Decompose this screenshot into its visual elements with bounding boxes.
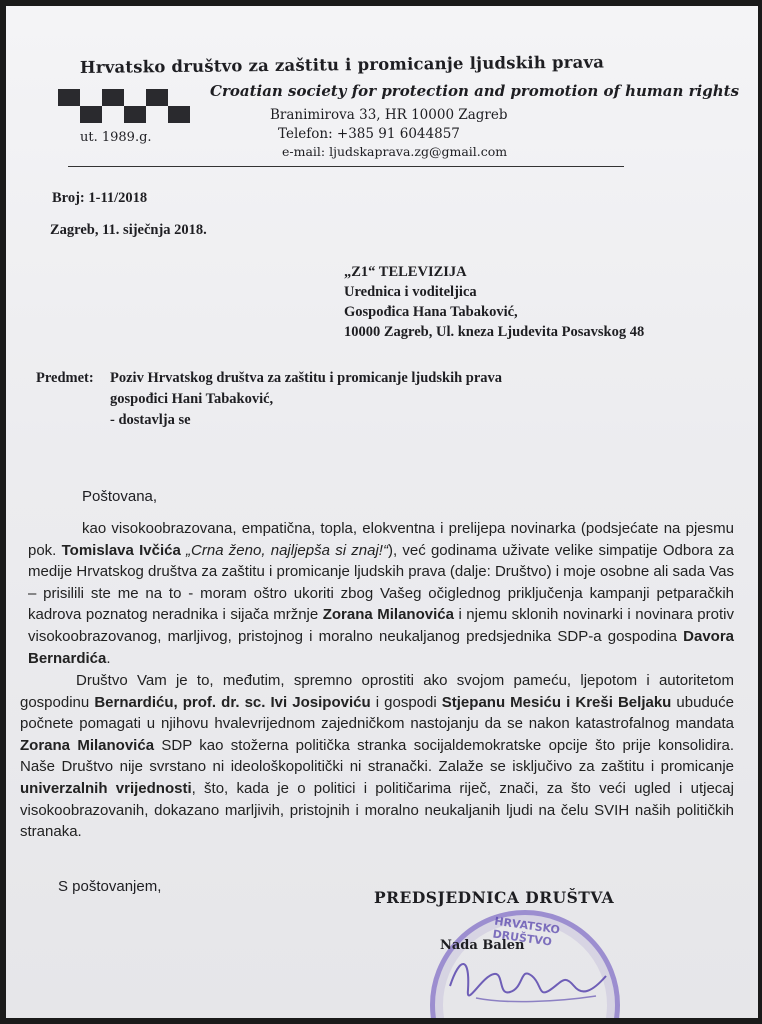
p1-song-title: „Crna ženo, najljepša si znaj!“ xyxy=(180,541,388,559)
header-divider xyxy=(68,166,624,167)
p2-text-i: , što, kada je o politici i političarima riječ, znači, za što veći ugled i utjecaj visokoobrazovanih, dokazano marljivih, pristojnih i moralno neukaljanih ljudi na čelu SVIH naših političkih stranaka. xyxy=(20,779,734,841)
signatory-name: Nada Balen xyxy=(440,938,525,953)
p1-text-a: kao visokoobrazovana, empatična, topla, elokventna i prelijepa novinarka (podsjećate na pjesmu pok. xyxy=(28,520,734,559)
subject-label: Predmet: xyxy=(36,370,94,386)
greeting: Poštovana, xyxy=(82,488,158,505)
p1-name-bernardic: Davora Bernardića xyxy=(28,627,734,667)
p2-universal-values: univerzalnih vrijednosti xyxy=(20,779,192,797)
org-address: Branimirova 33, HR 10000 Zagreb xyxy=(270,107,508,123)
established-year: ut. 1989.g. xyxy=(80,130,152,145)
signature-title: PREDSJEDNICA DRUŠTVA xyxy=(374,888,615,907)
p2-text-g: SDP kao stožerna politička stranka socijaldemokratske opcije što prije konsolidira. Naše Društvo nije svrstano ni ideološkopolitički ni stranački. Zalaže se isključivo za zaštitu i promicanje xyxy=(20,736,734,776)
p2-text-c: i gospodi xyxy=(370,693,442,711)
p2-names-bernardic-josipovic: Bernardiću, prof. dr. sc. Ivi Josipoviću xyxy=(94,693,371,711)
stamp-text: HRVATSKO DRUŠTVO xyxy=(491,914,561,949)
recipient-line-1: „Z1“ TELEVIZIJA xyxy=(344,264,467,280)
paragraph-1 xyxy=(28,518,734,669)
recipient-line-3: Gospođica Hana Tabaković, xyxy=(344,304,518,320)
org-name-english: Croatian society for protection and promotion of human rights xyxy=(210,82,740,100)
paragraph-2 xyxy=(20,670,734,843)
subject-line-2: gospođici Hani Tabaković, xyxy=(110,391,274,407)
closing: S poštovanjem, xyxy=(58,878,162,895)
document-number: Broj: 1-11/2018 xyxy=(52,190,148,206)
p1-name-ivcic: Tomislava Ivčića xyxy=(61,541,181,559)
org-email: e-mail: ljudskaprava.zg@gmail.com xyxy=(282,144,508,159)
subject-line-1: Poziv Hrvatskog društva za zaštitu i promicanje ljudskih prava xyxy=(110,370,503,386)
handwritten-signature xyxy=(446,946,616,1016)
p2-text-e: ubuduće počnete pomagati u njihovu hvalevrijednom zajedničkom nastojanju da se nakon katastrofalnog mandata xyxy=(20,693,734,733)
org-name: Hrvatsko društvo za zaštitu i promicanje ljudskih prava xyxy=(79,52,605,77)
p2-names-mesic-beljak: Stjepanu Mesiću i Kreši Beljaku xyxy=(441,693,672,711)
p2-text-a: Društvo Vam je to, međutim, spremno oprostiti ako svojom pameću, ljepotom i autoritetom gospodinu xyxy=(20,672,734,711)
letter-page xyxy=(6,6,758,1018)
recipient-line-2: Urednica i voditeljica xyxy=(344,284,477,300)
p1-name-milanovic: Zorana Milanovića xyxy=(322,606,454,624)
recipient-line-4: 10000 Zagreb, Ul. kneza Ljudevita Posavskog 48 xyxy=(344,324,645,340)
p1-text-f: i njemu sklonih novinarki i novinara protiv visokoobrazovanog, marljivog, pristojnog i moralno neukaljanog predsjednika SDP-a gospodina xyxy=(28,606,734,645)
subject-line-3: - dostavlja se xyxy=(110,412,191,428)
checkerboard-logo xyxy=(58,89,190,123)
p1-text-d: ), već godinama uživate velike simpatije Odbora za medije Hrvatskog društva za zaštitu i promicanje ljudskih prava (dalje: Društvo) i moje osobne ali sada Vas – prisilili ste me na to - moram oštro ukoriti zbog Vašeg očiglednog priključenja kampanji petparačkih kadrova poznatog neradnika i sijača mržnje xyxy=(28,541,735,624)
document-date: Zagreb, 11. siječnja 2018. xyxy=(50,222,207,238)
p2-name-milanovic: Zorana Milanovića xyxy=(20,736,155,754)
p1-text-h: . xyxy=(106,649,111,667)
org-phone: Telefon: +385 91 6044857 xyxy=(278,126,460,142)
